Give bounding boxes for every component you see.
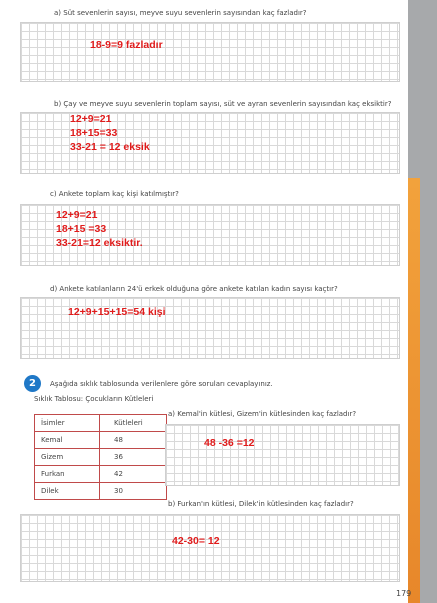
- question-a: a) Süt sevenlerin sayısı, meyve suyu sevenlerin sayısından kaç fazladır?: [54, 9, 307, 17]
- question-2a: a) Kemal'in kütlesi, Gizem'in kütlesinden kaç fazladır?: [168, 410, 357, 418]
- answer-c: [56, 208, 143, 250]
- mass-frequency-table: [34, 414, 167, 500]
- table-row: [35, 483, 167, 500]
- answer-2a: 48 -36 =12: [204, 437, 255, 449]
- question-d: d) Ankete katılanların 24'ü erkek olduğuna göre ankete katılan kadın sayısı kaçtır?: [50, 285, 338, 293]
- question-2b: b) Furkan'ın kütlesi, Dilek'in kütlesinden kaç fazladır?: [168, 500, 354, 508]
- table-cell-mass: 48: [100, 432, 167, 449]
- question-b: b) Çay ve meyve suyu sevenlerin toplam sayısı, süt ve ayran sevenlerin sayısından kaç eksiktir?: [54, 100, 392, 108]
- orange-edge-stripe: [408, 178, 420, 603]
- answer-2b: 42-30= 12: [172, 535, 220, 547]
- question-c: c) Ankete toplam kaç kişi katılmıştır?: [50, 190, 179, 198]
- table-cell-name: Furkan: [35, 466, 100, 483]
- page-number: 179: [396, 589, 412, 598]
- table-cell-mass: 42: [100, 466, 167, 483]
- answer-b: [70, 112, 150, 154]
- answer-b-line: 12+9=21: [70, 113, 112, 125]
- question-number-badge: 2: [24, 375, 41, 392]
- answer-c-line: 18+15 =33: [56, 223, 107, 235]
- answer-grid-2b: [20, 514, 400, 582]
- table-header-cell: İsimler: [35, 415, 100, 432]
- answer-c-line: 12+9=21: [56, 209, 98, 221]
- table-header-cell: Kütleleri: [100, 415, 167, 432]
- table-row: [35, 449, 167, 466]
- answer-d: 12+9+15+15=54 kişi: [68, 306, 166, 318]
- table-cell-name: Kemal: [35, 432, 100, 449]
- answer-b-line: 33-21 = 12 eksik: [70, 141, 150, 153]
- table-row: [35, 432, 167, 449]
- answer-a: 18-9=9 fazladır: [90, 39, 163, 51]
- answer-b-line: 18+15=33: [70, 127, 118, 139]
- table-cell-name: Dilek: [35, 483, 100, 500]
- answer-grid-a: [20, 22, 400, 82]
- table-cell-mass: 36: [100, 449, 167, 466]
- section2-instruction: Aşağıda sıklık tablosunda verilenlere göre soruları cevaplayınız.: [50, 380, 273, 388]
- table-cell-mass: 30: [100, 483, 167, 500]
- table-row: [35, 466, 167, 483]
- answer-c-line: 33-21=12 eksiktir.: [56, 237, 143, 249]
- table-header-row: [35, 415, 167, 432]
- table-cell-name: Gizem: [35, 449, 100, 466]
- table-title-label: Sıklık Tablosu: Çocukların Kütleleri: [34, 395, 154, 403]
- answer-grid-2a: [165, 424, 400, 486]
